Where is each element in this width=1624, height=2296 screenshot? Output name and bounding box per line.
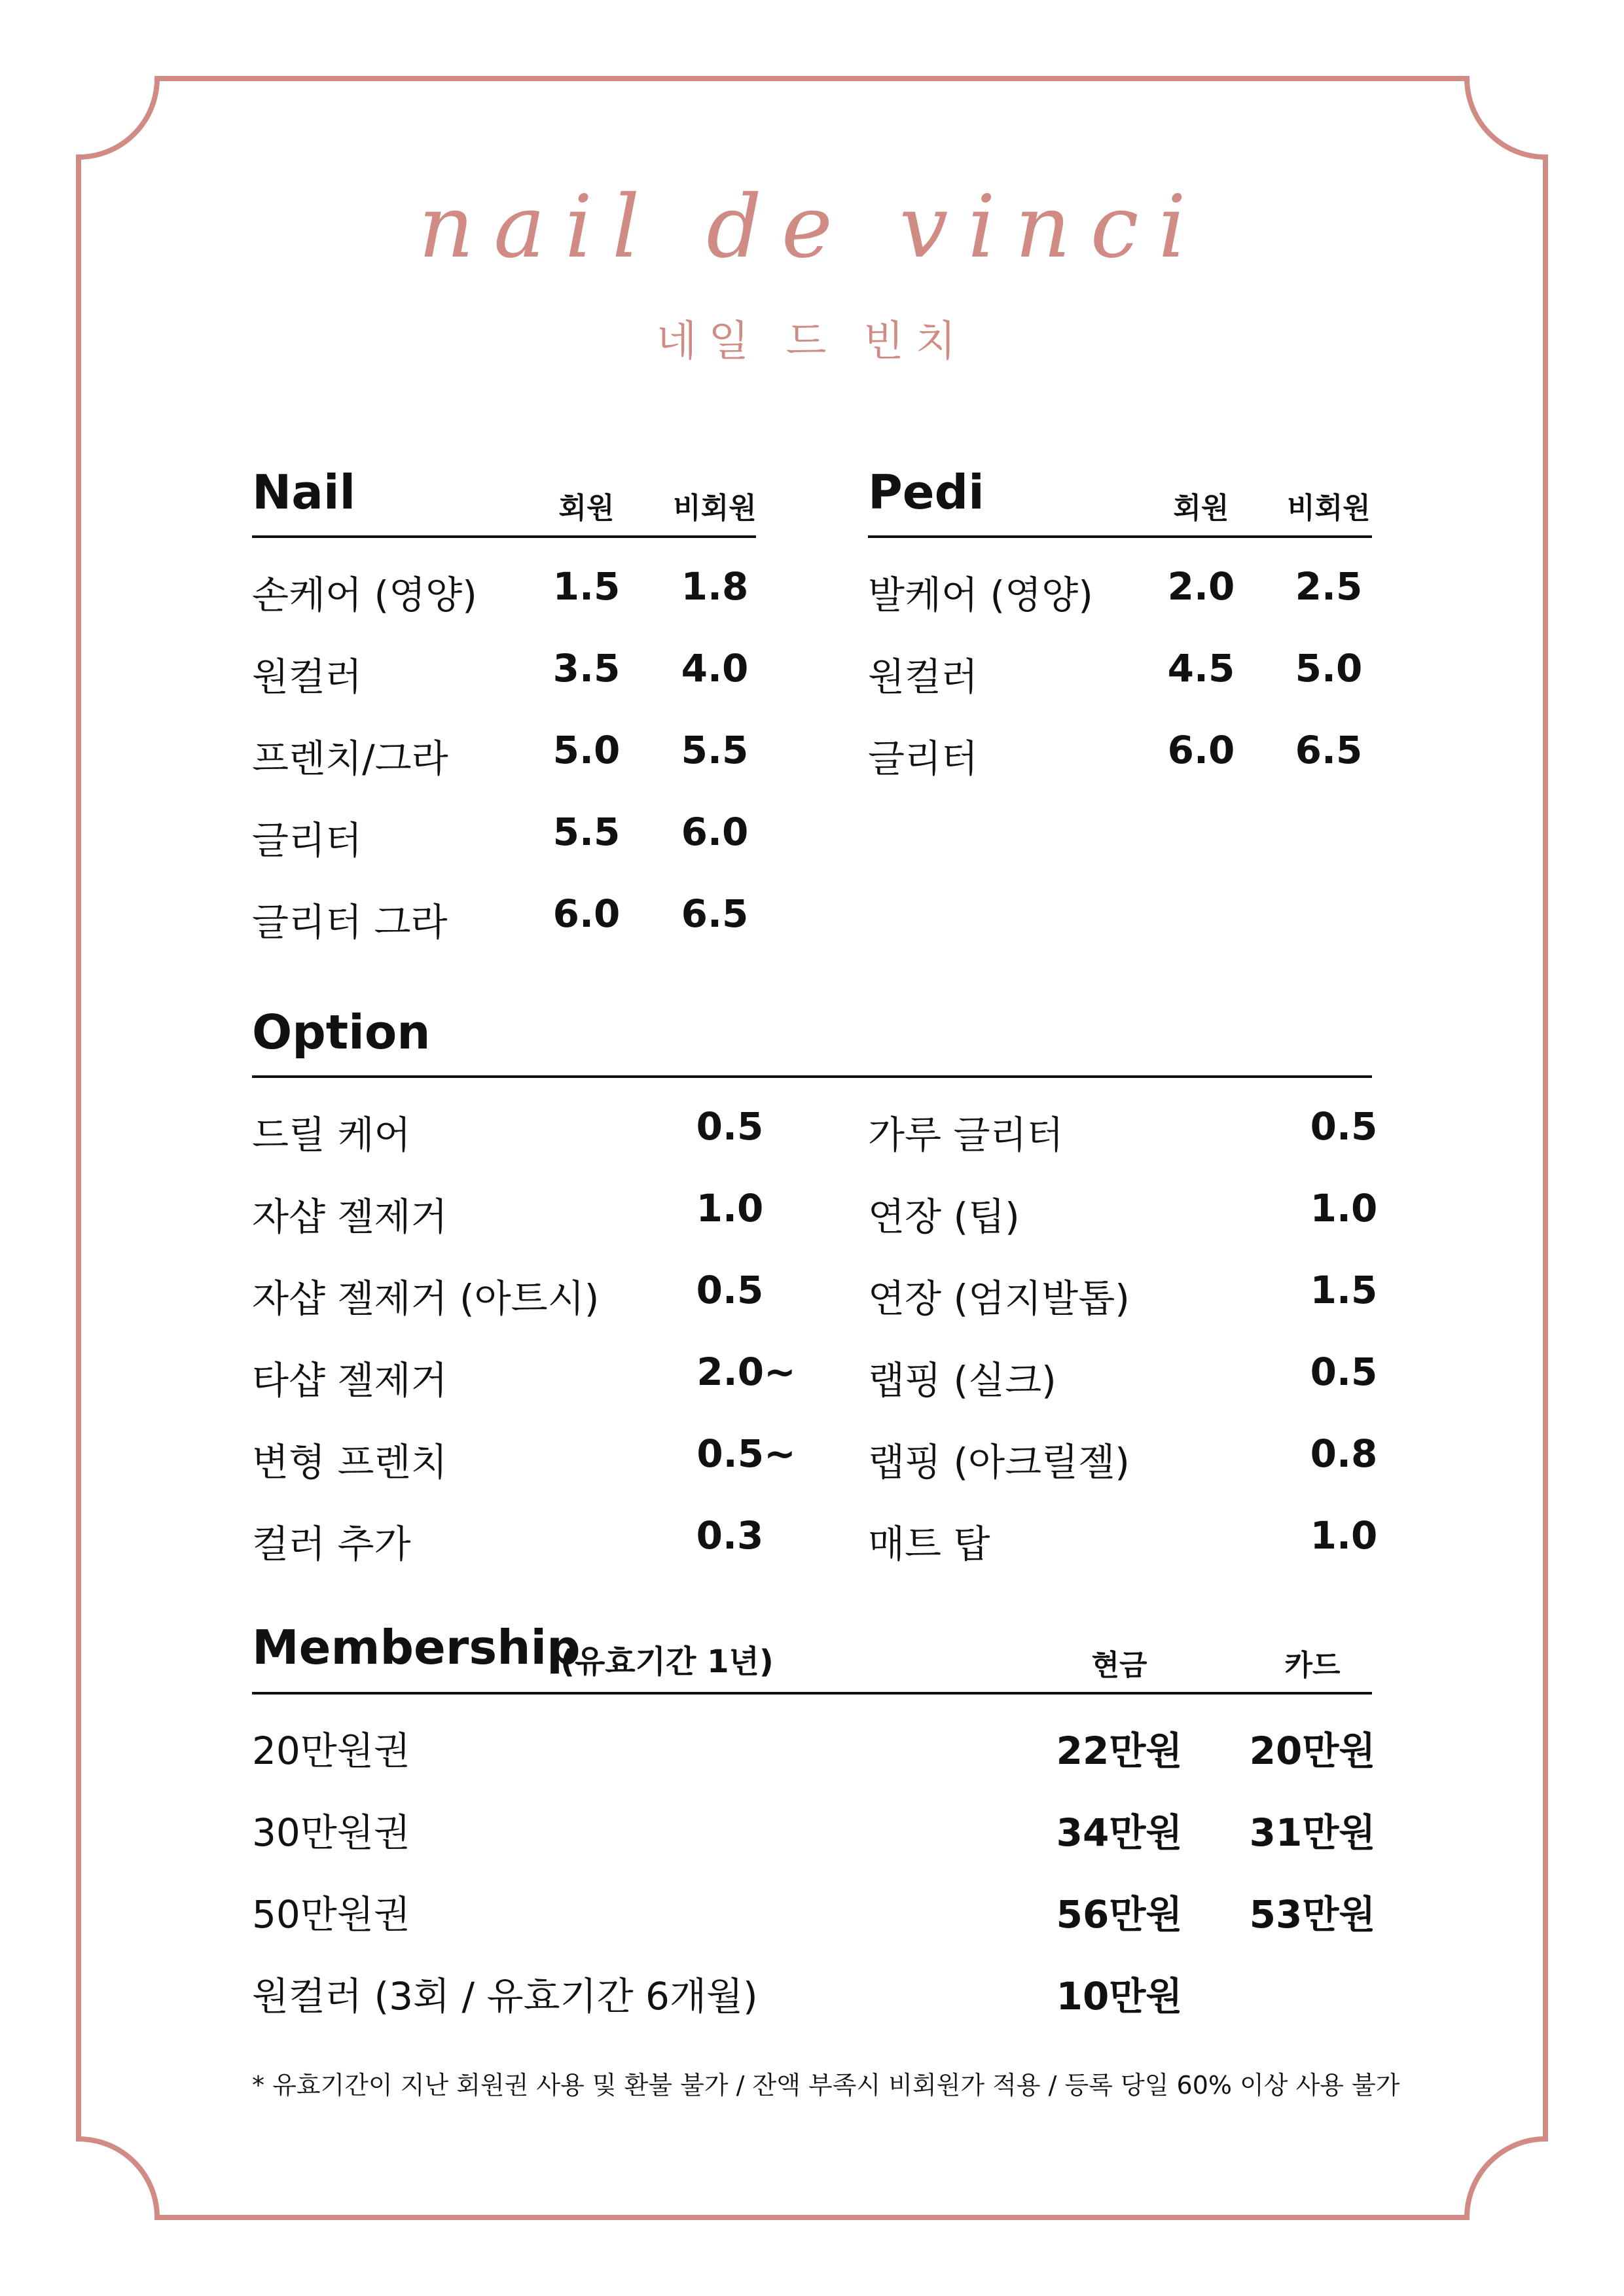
nail-item-nonmember-price: 6.0 xyxy=(681,810,749,854)
brand-script-logo: nail de vinci xyxy=(418,177,1206,278)
nail-item-member-price: 5.5 xyxy=(552,810,621,854)
option-item-name: 자샵 젤제거 xyxy=(252,1194,448,1239)
pedi-member-header: 회원 xyxy=(1173,492,1229,525)
option-divider xyxy=(252,1075,1372,1078)
pedi-divider xyxy=(868,535,1372,538)
membership-cash-price: 34만원 xyxy=(1056,1810,1183,1855)
membership-item-name: 20만원권 xyxy=(252,1729,410,1773)
option-item-price: 0.5 xyxy=(1310,1350,1378,1394)
membership-divider xyxy=(252,1692,1372,1695)
nail-item-member-price: 6.0 xyxy=(552,891,621,936)
option-item-name: 매트 탑 xyxy=(868,1522,990,1566)
nail-item-nonmember-price: 1.8 xyxy=(681,564,749,609)
pedi-title: Pedi xyxy=(868,465,984,520)
option-item-name: 랩핑 (아크릴젤) xyxy=(868,1440,1130,1484)
nail-item-member-price: 3.5 xyxy=(552,646,621,691)
nail-nonmember-header: 비회원 xyxy=(673,492,757,525)
membership-cash-header: 현금 xyxy=(1091,1649,1147,1682)
option-item-price: 0.5 xyxy=(1310,1104,1378,1149)
option-item-name: 연장 (엄지발톱) xyxy=(868,1276,1130,1321)
pedi-item-nonmember-price: 6.5 xyxy=(1295,728,1363,772)
option-item-price: 1.5 xyxy=(1310,1268,1378,1312)
nail-member-header: 회원 xyxy=(558,492,615,525)
membership-cash-price: 10만원 xyxy=(1056,1974,1183,2018)
pedi-item-name: 발케어 (영양) xyxy=(868,573,1093,617)
nail-item-nonmember-price: 4.0 xyxy=(681,646,749,691)
option-item-name: 드릴 케어 xyxy=(252,1113,411,1157)
pedi-nonmember-header: 비회원 xyxy=(1287,492,1371,525)
membership-card-price: 31만원 xyxy=(1249,1810,1376,1855)
membership-card-price: 20만원 xyxy=(1249,1729,1376,1773)
nail-item-nonmember-price: 6.5 xyxy=(681,891,749,936)
pedi-item-nonmember-price: 5.0 xyxy=(1295,646,1363,691)
membership-title: Membership xyxy=(252,1620,581,1675)
membership-item-name: 원컬러 (3회 / 유효기간 6개월) xyxy=(252,1974,758,2018)
nail-item-name: 글리터 그라 xyxy=(252,900,448,944)
option-item-price: 2.0~ xyxy=(696,1350,796,1394)
option-item-name: 변형 프렌치 xyxy=(252,1440,448,1484)
pedi-item-member-price: 2.0 xyxy=(1167,564,1235,609)
option-item-price: 0.5 xyxy=(696,1268,764,1312)
option-item-price: 1.0 xyxy=(1310,1186,1378,1230)
nail-item-name: 손케어 (영양) xyxy=(252,573,477,617)
membership-item-name: 30만원권 xyxy=(252,1810,410,1855)
membership-item-name: 50만원권 xyxy=(252,1892,410,1937)
option-title: Option xyxy=(252,1005,431,1060)
nail-item-name: 원컬러 xyxy=(252,655,363,699)
brand-korean-name: 네일 드 빈치 xyxy=(656,317,968,366)
membership-footnote: * 유효기간이 지난 회원권 사용 및 환불 불가 / 잔액 부족시 비회원가 적용 / 등록 당일 60% 이상 사용 불가 xyxy=(252,2071,1400,2100)
nail-item-name: 글리터 xyxy=(252,818,363,863)
membership-card-header: 카드 xyxy=(1284,1649,1341,1682)
option-item-name: 컬러 추가 xyxy=(252,1522,411,1566)
membership-cash-price: 56만원 xyxy=(1056,1892,1183,1937)
nail-item-member-price: 5.0 xyxy=(552,728,621,772)
pedi-item-name: 글리터 xyxy=(868,736,979,781)
option-item-name: 타샵 젤제거 xyxy=(252,1358,448,1403)
pedi-item-member-price: 4.5 xyxy=(1167,646,1235,691)
option-item-price: 1.0 xyxy=(1310,1513,1378,1558)
nail-item-member-price: 1.5 xyxy=(552,564,621,609)
option-item-price: 0.5~ xyxy=(696,1431,796,1476)
membership-cash-price: 22만원 xyxy=(1056,1729,1183,1773)
nail-title: Nail xyxy=(252,465,356,520)
membership-card-price: 53만원 xyxy=(1249,1892,1376,1937)
option-item-name: 자샵 젤제거 (아트시) xyxy=(252,1276,600,1321)
option-item-name: 랩핑 (실크) xyxy=(868,1358,1056,1403)
nail-item-nonmember-price: 5.5 xyxy=(681,728,749,772)
pedi-item-name: 원컬러 xyxy=(868,655,979,699)
option-item-price: 1.0 xyxy=(696,1186,764,1230)
option-item-name: 가루 글리터 xyxy=(868,1113,1064,1157)
option-item-name: 연장 (팁) xyxy=(868,1194,1020,1239)
option-item-price: 0.5 xyxy=(696,1104,764,1149)
nail-item-name: 프렌치/그라 xyxy=(252,736,448,781)
nail-divider xyxy=(252,535,756,538)
option-item-price: 0.8 xyxy=(1310,1431,1378,1476)
pedi-item-member-price: 6.0 xyxy=(1167,728,1235,772)
membership-validity: (유효기간 1년) xyxy=(560,1643,774,1680)
option-item-price: 0.3 xyxy=(696,1513,764,1558)
pedi-item-nonmember-price: 2.5 xyxy=(1295,564,1363,609)
